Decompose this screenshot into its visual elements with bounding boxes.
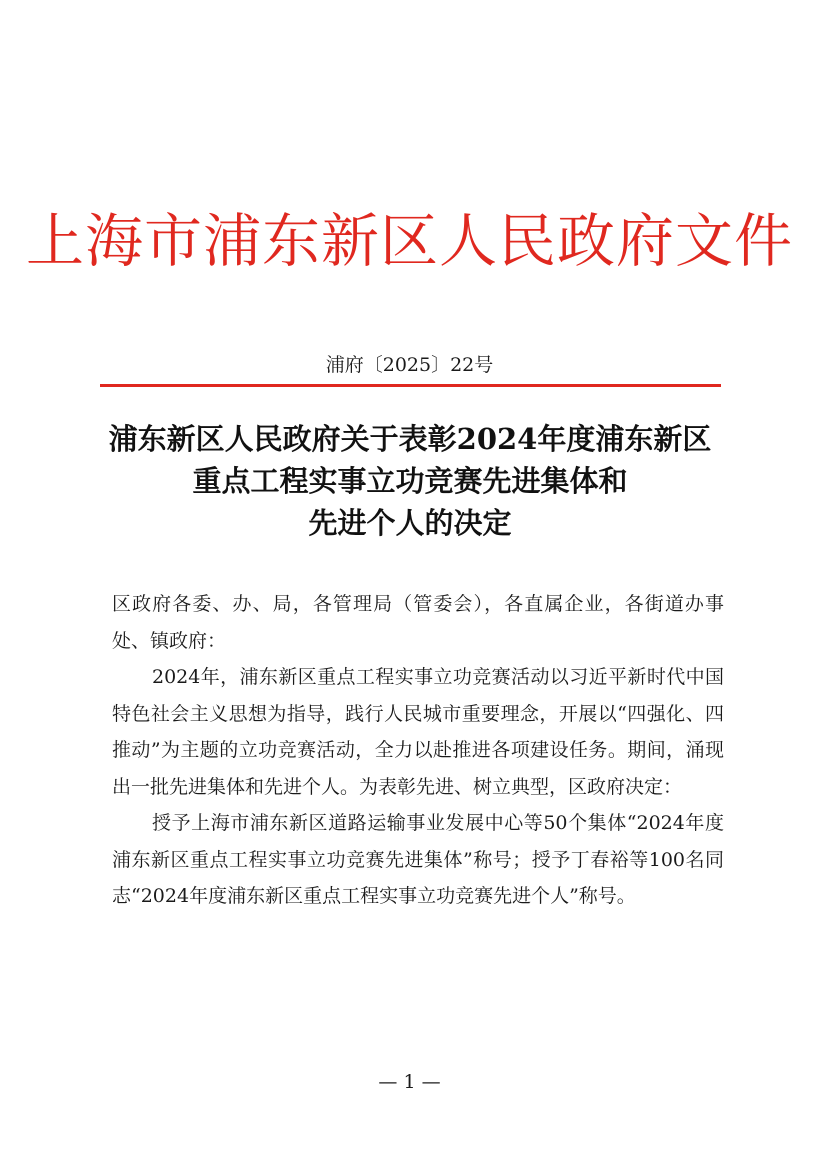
document-body [112, 586, 724, 915]
red-divider-line [100, 384, 721, 387]
title-line-3: 先进个人的决定 [308, 506, 512, 540]
document-title [60, 418, 760, 544]
body-paragraph-1: 2024年，浦东新区重点工程实事立功竞赛活动以习近平新时代中国特色社会主义思想为指导，践行人民城市重要理念，开展以“四强化、四推动”为主题的立功竞赛活动，全力以赴推进各项建设任务。期间，涌现出一批先进集体和先进个人。为表彰先进、树立典型，区政府决定： [112, 666, 724, 798]
document-number: 浦府〔2025〕22号 [325, 354, 494, 376]
document-masthead: 上海市浦东新区人民政府文件 [25, 207, 793, 275]
body-paragraph-2: 授予上海市浦东新区道路运输事业发展中心等50个集体“2024年度浦东新区重点工程实事立功竞赛先进集体”称号；授予丁春裕等100名同志“2024年度浦东新区重点工程实事立功竞赛先进个人”称号。 [112, 812, 724, 907]
title-line-2: 重点工程实事立功竞赛先进集体和 [192, 464, 628, 498]
page-number: — 1 — [378, 1071, 441, 1093]
title-line-1: 浦东新区人民政府关于表彰2024年度浦东新区 [108, 422, 712, 456]
addressee: 区政府各委、办、局，各管理局（管委会），各直属企业，各街道办事处、镇政府： [112, 593, 724, 652]
